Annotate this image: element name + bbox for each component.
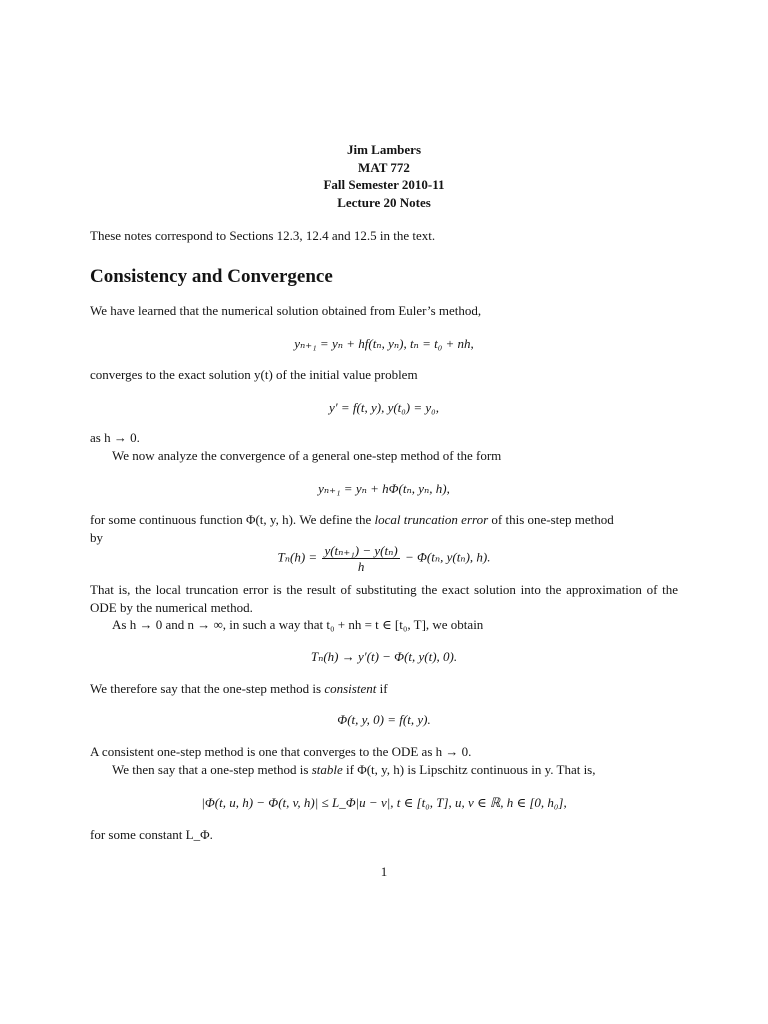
equation-ivp: y′ = f(t, y), y(t₀) = y₀, xyxy=(329,400,439,415)
paragraph-by: by xyxy=(90,530,103,545)
equation-one-step: yₙ₊₁ = yₙ + hΦ(tₙ, yₙ, h), xyxy=(318,481,450,496)
paragraph-analyze: We now analyze the convergence of a general one-step method of the form xyxy=(112,448,502,463)
page-number: 1 xyxy=(380,864,388,879)
term-consistent: consistent xyxy=(324,681,377,696)
course-code: MAT 772 xyxy=(358,159,410,175)
document-header xyxy=(0,141,768,211)
equation-consistency: Φ(t, y, 0) = f(t, y). xyxy=(337,712,431,727)
paragraph-stable: We then say that a one-step method is stable if Φ(t, y, h) is Lipschitz continuous in y. That is, xyxy=(112,762,596,777)
paragraph-converges: converges to the exact solution y(t) of the initial value problem xyxy=(90,367,418,382)
paragraph-as-h: As h → 0 and n → ∞, in such a way that t₀ + nh = t ∈ [t₀, T], we obtain xyxy=(112,617,484,632)
paragraph-consistent-method: A consistent one-step method is one that converges to the ODE as h → 0. xyxy=(90,744,472,759)
paragraph-euler: We have learned that the numerical solution obtained from Euler’s method, xyxy=(90,303,482,318)
paragraph-constant: for some constant L_Φ. xyxy=(90,827,213,842)
fraction-numerator: y(tₙ₊₁) − y(tₙ) xyxy=(324,543,398,558)
paragraph-truncation-def: for some continuous function Φ(t, y, h). We define the local truncation error of this one-step method xyxy=(90,512,614,527)
paragraph-consistent: We therefore say that the one-step method is consistent if xyxy=(90,681,388,696)
term-stable: stable xyxy=(311,762,343,777)
paragraph-limit: as h → 0. xyxy=(90,430,140,445)
equation-lipschitz: |Φ(t, u, h) − Φ(t, v, h)| ≤ L_Φ|u − v|, t ∈ [t₀, T], u, v ∈ ℝ, h ∈ [0, h₀], xyxy=(201,795,567,810)
term-local-truncation-error: local truncation error xyxy=(374,512,489,527)
section-title: Consistency and Convergence xyxy=(90,266,333,287)
equation-euler: yₙ₊₁ = yₙ + hf(tₙ, yₙ), tₙ = t₀ + nh, xyxy=(294,336,474,351)
equation-limit: Tₙ(h) → y′(t) − Φ(t, y(t), 0). xyxy=(310,649,458,664)
semester: Fall Semester 2010-11 xyxy=(323,177,445,192)
lecture-title: Lecture 20 Notes xyxy=(337,194,431,210)
fraction-denominator: h xyxy=(357,559,365,574)
equation-truncation-error: Tₙ(h) = $\frac{\text{y(tₙ₊₁) − y(tₙ)}}{h}$ − Φ(tₙ, y(tₙ), h). xyxy=(277,543,491,574)
author-name: Jim Lambers xyxy=(346,142,422,157)
fraction xyxy=(322,543,399,574)
paragraph-that-is: That is, the local truncation error is the result of substituting the exact solution into the approximation of the ODE by the numerical method. xyxy=(90,582,678,615)
intro-text: These notes correspond to Sections 12.3, 12.4 and 12.5 in the text. xyxy=(90,228,436,243)
